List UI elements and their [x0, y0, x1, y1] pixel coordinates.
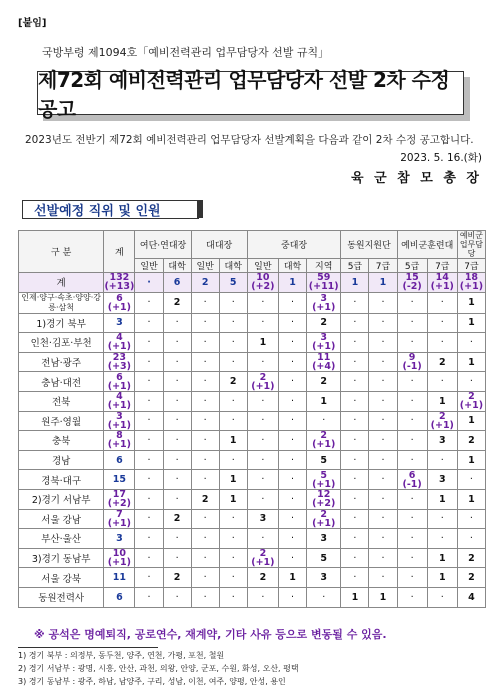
- subheader-6: 지역: [307, 259, 341, 273]
- cell: ·: [369, 292, 397, 313]
- cell: 11 (+4): [307, 352, 341, 372]
- cell: 5: [307, 548, 341, 568]
- cell: ·: [341, 431, 369, 451]
- region-name: 인천·김포·부천: [19, 333, 104, 353]
- cell: ·: [427, 292, 457, 313]
- cell: ·: [191, 529, 219, 549]
- cell: 3: [307, 529, 341, 549]
- cell: 132 (+13): [104, 272, 135, 293]
- recruitment-table: [18, 230, 486, 608]
- cell: ·: [219, 450, 247, 470]
- total-row: [19, 273, 486, 293]
- table-row: [19, 587, 486, 607]
- cell: 1: [278, 568, 306, 588]
- table-row: [19, 411, 486, 431]
- section-box-shadow: [197, 200, 203, 218]
- cell: 2 (+1): [457, 391, 485, 411]
- cell: ·: [397, 450, 427, 470]
- cell: 1: [369, 273, 397, 293]
- cell: 2: [191, 489, 219, 509]
- cell: 1: [457, 313, 485, 333]
- cell: ·: [278, 352, 306, 372]
- cell: ·: [397, 391, 427, 411]
- cell: ·: [135, 587, 163, 607]
- cell: 1: [457, 489, 485, 509]
- cell: ·: [247, 489, 278, 509]
- cell: ·: [457, 372, 485, 392]
- header-training: 예비군훈련대: [397, 231, 457, 259]
- cell: ·: [191, 352, 219, 372]
- cell: ·: [341, 292, 369, 313]
- region-name: 부산·울산: [19, 529, 104, 549]
- cell: ·: [191, 372, 219, 392]
- cell: ·: [163, 450, 191, 470]
- cell: 1: [369, 587, 397, 607]
- cell: 1: [219, 489, 247, 509]
- cell: 1: [427, 568, 457, 588]
- cell: 11: [104, 568, 135, 588]
- subheader-2: 일반: [191, 259, 219, 273]
- cell: ·: [341, 391, 369, 411]
- cell: 1: [219, 431, 247, 451]
- cell: 6: [104, 587, 135, 607]
- cell: ·: [397, 509, 427, 529]
- cell: 1: [278, 273, 306, 293]
- table-row: [19, 470, 486, 490]
- cell: 2: [247, 568, 278, 588]
- cell: ·: [163, 352, 191, 372]
- cell: 1: [457, 450, 485, 470]
- cell: ·: [219, 411, 247, 431]
- vacancy-note: ※ 공석은 명예퇴직, 공로연수, 재계약, 기타 사유 등으로 변동될 수 있음.: [34, 628, 387, 641]
- cell: 1: [219, 470, 247, 490]
- cell: ·: [135, 509, 163, 529]
- cell: ·: [278, 411, 306, 431]
- cell: ·: [397, 568, 427, 588]
- cell: 2: [457, 548, 485, 568]
- cell: ·: [427, 333, 457, 353]
- cell: ·: [397, 529, 427, 549]
- cell: ·: [397, 292, 427, 313]
- cell: ·: [219, 391, 247, 411]
- cell: ·: [219, 548, 247, 568]
- cell: ·: [397, 313, 427, 333]
- cell: ·: [247, 292, 278, 313]
- cell: ·: [397, 548, 427, 568]
- cell: 2 (+1): [307, 431, 341, 451]
- cell: 14 (+1): [427, 273, 457, 293]
- cell: ·: [135, 450, 163, 470]
- region-name: 경남: [19, 450, 104, 470]
- footnote-divider: [18, 647, 158, 648]
- cell: ·: [135, 431, 163, 451]
- subheader-10: 7급: [427, 259, 457, 273]
- cell: ·: [457, 529, 485, 549]
- cell: ·: [163, 333, 191, 353]
- cell: ·: [247, 470, 278, 490]
- cell: ·: [247, 529, 278, 549]
- cell: ·: [191, 470, 219, 490]
- cell: ·: [135, 391, 163, 411]
- cell: ·: [163, 431, 191, 451]
- cell: ·: [369, 470, 397, 490]
- cell: ·: [219, 313, 247, 333]
- cell: ·: [163, 529, 191, 549]
- cell: ·: [278, 372, 306, 392]
- footnote-1: 1) 경기 북부 : 의정부, 동두천, 양주, 연천, 가평, 포천, 철원: [18, 651, 225, 660]
- cell: 3 (+1): [104, 411, 135, 431]
- region-name: 계: [19, 273, 104, 293]
- footnote-2: 2) 경기 서남부 : 광명, 시흥, 안산, 과천, 의왕, 안양, 군포, 수원, 화성, 오산, 평택: [18, 664, 299, 673]
- cell: ·: [427, 372, 457, 392]
- cell: ·: [278, 489, 306, 509]
- cell: ·: [369, 431, 397, 451]
- cell: ·: [427, 529, 457, 549]
- cell: 1: [427, 548, 457, 568]
- cell: ·: [341, 568, 369, 588]
- table-row: [19, 529, 486, 549]
- cell: ·: [247, 411, 278, 431]
- subheader-3: 대학: [219, 259, 247, 273]
- cell: ·: [369, 372, 397, 392]
- subheader-9: 5급: [397, 259, 427, 273]
- cell: 3: [104, 313, 135, 333]
- cell: 59 (+11): [307, 273, 341, 293]
- cell: 3: [427, 470, 457, 490]
- cell: ·: [135, 333, 163, 353]
- cell: ·: [278, 431, 306, 451]
- cell: ·: [135, 411, 163, 431]
- cell: 3 (+1): [307, 292, 341, 313]
- cell: ·: [191, 292, 219, 313]
- table-row: [19, 391, 486, 411]
- cell: ·: [191, 587, 219, 607]
- subheader-5: 대학: [278, 259, 306, 273]
- cell: ·: [135, 352, 163, 372]
- cell: 6 (-1): [397, 470, 427, 490]
- cell: ·: [427, 509, 457, 529]
- cell: ·: [369, 313, 397, 333]
- cell: ·: [163, 313, 191, 333]
- header-category: 구 분: [19, 231, 104, 273]
- cell: 1: [457, 352, 485, 372]
- cell: ·: [219, 509, 247, 529]
- cell: ·: [341, 529, 369, 549]
- cell: 2 (+1): [427, 411, 457, 431]
- cell: ·: [191, 548, 219, 568]
- cell: 6 (+1): [104, 292, 135, 313]
- cell: ·: [247, 313, 278, 333]
- notice-date: 2023. 5. 16.(화): [400, 152, 482, 164]
- cell: 1: [457, 411, 485, 431]
- cell: ·: [191, 568, 219, 588]
- cell: ·: [341, 411, 369, 431]
- table-row: [19, 489, 486, 509]
- cell: 1: [457, 292, 485, 313]
- cell: 5: [307, 450, 341, 470]
- cell: ·: [191, 333, 219, 353]
- cell: ·: [135, 568, 163, 588]
- cell: ·: [341, 450, 369, 470]
- cell: 1: [247, 333, 278, 353]
- header-total: 계: [104, 231, 135, 273]
- cell: ·: [247, 450, 278, 470]
- cell: ·: [135, 292, 163, 313]
- cell: 2 (+1): [247, 372, 278, 392]
- cell: ·: [135, 548, 163, 568]
- table-row: [19, 450, 486, 470]
- cell: 18 (+1): [457, 273, 485, 293]
- cell: 2: [219, 372, 247, 392]
- cell: ·: [307, 587, 341, 607]
- cell: ·: [247, 431, 278, 451]
- cell: 2: [457, 568, 485, 588]
- cell: 15: [104, 470, 135, 490]
- cell: ·: [135, 372, 163, 392]
- cell: ·: [397, 489, 427, 509]
- header-reserve-duty: 예비군 업무담당: [457, 231, 485, 259]
- cell: ·: [191, 431, 219, 451]
- cell: 3: [307, 568, 341, 588]
- cell: ·: [397, 411, 427, 431]
- footnotes: [18, 649, 299, 688]
- cell: 4 (+1): [104, 333, 135, 353]
- header-company: 중대장: [247, 231, 341, 259]
- cell: ·: [219, 587, 247, 607]
- region-name: 동원전력사: [19, 587, 104, 607]
- cell: 2: [427, 352, 457, 372]
- region-name: 경북·대구: [19, 470, 104, 490]
- cell: ·: [369, 529, 397, 549]
- cell: 6: [163, 273, 191, 293]
- cell: 10 (+2): [247, 273, 278, 293]
- cell: ·: [397, 431, 427, 451]
- cell: ·: [341, 509, 369, 529]
- region-name: 서울 강남: [19, 509, 104, 529]
- cell: ·: [369, 450, 397, 470]
- table-row: [19, 292, 486, 313]
- page-title: 제72회 예비전력관리 업무담당자 선발 2차 수정 공고: [37, 71, 464, 115]
- cell: 2: [307, 313, 341, 333]
- cell: ·: [191, 391, 219, 411]
- cell: ·: [457, 509, 485, 529]
- region-name: 1)경기 북부: [19, 313, 104, 333]
- cell: 1: [341, 273, 369, 293]
- cell: ·: [278, 391, 306, 411]
- subheader-1: 대학: [163, 259, 191, 273]
- cell: 3 (+1): [307, 333, 341, 353]
- cell: ·: [163, 470, 191, 490]
- cell: 17 (+2): [104, 489, 135, 509]
- cell: ·: [163, 489, 191, 509]
- region-name: 2)경기 서남부: [19, 489, 104, 509]
- cell: 5 (+1): [307, 470, 341, 490]
- table-row: [19, 313, 486, 333]
- cell: 1: [427, 391, 457, 411]
- table-row: [19, 568, 486, 588]
- cell: ·: [219, 568, 247, 588]
- cell: 2: [457, 431, 485, 451]
- cell: ·: [135, 273, 163, 293]
- subheader-4: 일반: [247, 259, 278, 273]
- attachment-tag: [붙임]: [18, 18, 47, 29]
- header-battalion: 대대장: [191, 231, 247, 259]
- cell: 2: [163, 568, 191, 588]
- cell: 3: [104, 529, 135, 549]
- cell: ·: [247, 587, 278, 607]
- cell: 6: [104, 450, 135, 470]
- subheader-11: 7급: [457, 259, 485, 273]
- cell: ·: [135, 489, 163, 509]
- cell: 2 (+1): [307, 509, 341, 529]
- cell: ·: [457, 470, 485, 490]
- cell: ·: [247, 391, 278, 411]
- table-row: [19, 372, 486, 392]
- cell: ·: [191, 509, 219, 529]
- region-name: 충남·대전: [19, 372, 104, 392]
- cell: 23 (+3): [104, 352, 135, 372]
- cell: 1: [307, 391, 341, 411]
- cell: ·: [369, 411, 397, 431]
- table-row: [19, 352, 486, 372]
- cell: ·: [219, 333, 247, 353]
- section-title: 선발예정 직위 및 인원: [34, 204, 161, 219]
- law-reference: 국방부령 제1094호「예비전력관리 업무담당자 선발 규칙」: [42, 46, 330, 59]
- region-name: 원주·영월: [19, 411, 104, 431]
- cell: ·: [135, 470, 163, 490]
- region-name: 인제·양구·속초·양양·강릉·삼척: [19, 292, 104, 313]
- cell: 7 (+1): [104, 509, 135, 529]
- header-brigade: 여단·연대장: [135, 231, 191, 259]
- cell: ·: [163, 548, 191, 568]
- region-name: 3)경기 동남부: [19, 548, 104, 568]
- cell: ·: [163, 587, 191, 607]
- region-name: 전남·광주: [19, 352, 104, 372]
- footnote-3: 3) 경기 동남부 : 광주, 하남, 남양주, 구리, 성남, 이천, 여주, 양평, 안성, 용인: [18, 677, 286, 686]
- cell: 4: [457, 587, 485, 607]
- cell: ·: [278, 509, 306, 529]
- cell: ·: [369, 352, 397, 372]
- cell: ·: [341, 548, 369, 568]
- table-row: [19, 548, 486, 568]
- cell: ·: [369, 509, 397, 529]
- cell: ·: [397, 372, 427, 392]
- table-row: [19, 333, 486, 353]
- cell: ·: [341, 333, 369, 353]
- cell: ·: [191, 450, 219, 470]
- cell: ·: [191, 313, 219, 333]
- cell: ·: [341, 372, 369, 392]
- cell: 2: [191, 273, 219, 293]
- cell: 5: [219, 273, 247, 293]
- cell: 1: [427, 489, 457, 509]
- cell: 9 (-1): [397, 352, 427, 372]
- cell: ·: [191, 411, 219, 431]
- cell: 2: [307, 372, 341, 392]
- cell: 6 (+1): [104, 372, 135, 392]
- cell: ·: [278, 529, 306, 549]
- issuer: 육 군 참 모 총 장: [351, 171, 482, 186]
- cell: ·: [427, 450, 457, 470]
- cell: ·: [341, 352, 369, 372]
- cell: 15 (-2): [397, 273, 427, 293]
- cell: ·: [219, 352, 247, 372]
- region-name: 서울 강북: [19, 568, 104, 588]
- cell: 10 (+1): [104, 548, 135, 568]
- cell: ·: [278, 548, 306, 568]
- cell: ·: [369, 333, 397, 353]
- cell: ·: [135, 529, 163, 549]
- cell: ·: [219, 529, 247, 549]
- cell: ·: [278, 450, 306, 470]
- cell: ·: [369, 548, 397, 568]
- cell: 8 (+1): [104, 431, 135, 451]
- cell: ·: [457, 333, 485, 353]
- cell: ·: [397, 587, 427, 607]
- cell: ·: [369, 489, 397, 509]
- cell: 2: [163, 509, 191, 529]
- cell: 2 (+1): [247, 548, 278, 568]
- cell: ·: [278, 292, 306, 313]
- cell: ·: [247, 352, 278, 372]
- region-name: 충북: [19, 431, 104, 451]
- cell: ·: [135, 313, 163, 333]
- cell: 12 (+2): [307, 489, 341, 509]
- cell: ·: [341, 313, 369, 333]
- subheader-8: 7급: [369, 259, 397, 273]
- notice-text: 2023년도 전반기 제72회 예비전력관리 업무담당자 선발계획을 다음과 같이 2차 수정 공고합니다.: [25, 134, 474, 146]
- region-name: 전북: [19, 391, 104, 411]
- cell: 4 (+1): [104, 391, 135, 411]
- cell: ·: [278, 470, 306, 490]
- cell: ·: [397, 333, 427, 353]
- cell: ·: [341, 489, 369, 509]
- cell: ·: [427, 313, 457, 333]
- subheader-0: 일반: [135, 259, 163, 273]
- cell: ·: [163, 391, 191, 411]
- table-row: [19, 509, 486, 529]
- cell: ·: [163, 411, 191, 431]
- cell: ·: [369, 568, 397, 588]
- cell: ·: [369, 391, 397, 411]
- cell: ·: [278, 587, 306, 607]
- cell: ·: [278, 313, 306, 333]
- header-mobilization: 동원지원단: [341, 231, 397, 259]
- cell: 2: [163, 292, 191, 313]
- cell: ·: [427, 587, 457, 607]
- table-row: [19, 431, 486, 451]
- cell: 1: [341, 587, 369, 607]
- cell: ·: [278, 333, 306, 353]
- cell: 3: [247, 509, 278, 529]
- cell: ·: [219, 292, 247, 313]
- cell: ·: [307, 411, 341, 431]
- cell: ·: [163, 372, 191, 392]
- subheader-7: 5급: [341, 259, 369, 273]
- cell: ·: [341, 470, 369, 490]
- cell: 3: [427, 431, 457, 451]
